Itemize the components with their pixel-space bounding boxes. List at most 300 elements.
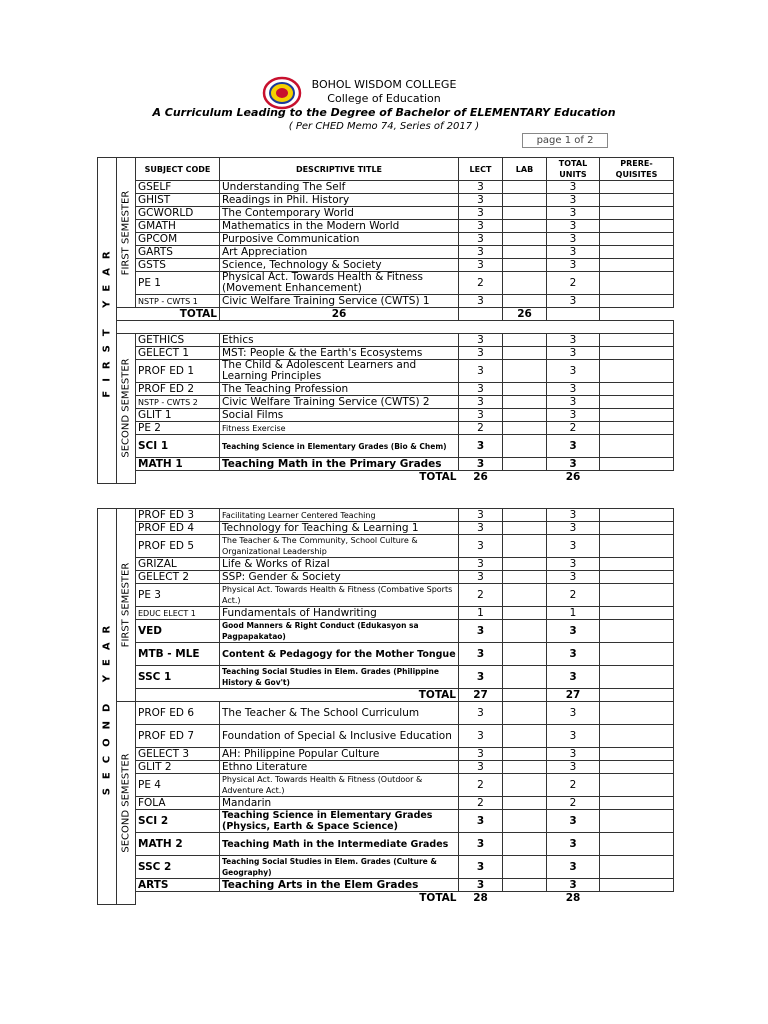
subject-title: The Teaching Profession [220,383,459,396]
year-label-cell [98,509,117,905]
subject-code: PROF ED 2 [136,383,220,396]
lect-units: 3 [459,643,503,666]
semester-total-row [98,689,674,702]
subject-title: The Teacher & The School Curriculum [220,702,459,725]
lect-units: 3 [459,748,503,761]
lect-units: 2 [459,422,503,435]
subject-title: Good Manners & Right Conduct (Edukasyon sa Pagpapakatao) [220,620,459,643]
lab-units [503,181,547,194]
subject-title: Fitness Exercise [220,422,459,435]
prerequisite [600,259,674,272]
subject-title: Mathematics in the Modern World [220,220,459,233]
subject-code: PROF ED 7 [136,725,220,748]
subject-code: GHIST [136,194,220,207]
total-units: 3 [547,571,600,584]
table-row [98,797,674,810]
total-units: 3 [547,879,600,892]
lect-units: 3 [459,558,503,571]
lab-units [503,259,547,272]
lab-units [503,620,547,643]
subject-title: Purposive Communication [220,233,459,246]
semester-total-row [98,308,674,321]
subject-code: ARTS [136,879,220,892]
subject-title: Civic Welfare Training Service (CWTS) 1 [220,295,459,308]
year-label: FIRST YEAR [101,242,113,398]
lect-units: 3 [459,725,503,748]
subject-title: Readings in Phil. History [220,194,459,207]
subject-title: Ethics [220,334,459,347]
blank-cell [136,892,220,905]
col-header-prereq [600,158,674,181]
table-row [98,774,674,797]
lab-units [503,748,547,761]
table-row [98,879,674,892]
lab-units [503,774,547,797]
table-row [98,833,674,856]
total-units: 3 [547,435,600,458]
lab-units [503,833,547,856]
lect-units: 1 [459,607,503,620]
total-units: 27 [547,689,600,702]
lect-units: 3 [459,259,503,272]
total-label: TOTAL [419,891,457,904]
table-row [98,409,674,422]
subject-code: PROF ED 1 [136,360,220,383]
prerequisite [600,856,674,879]
total-units: 2 [547,272,600,295]
subject-code: GLIT 1 [136,409,220,422]
subject-title: Teaching Math in the Intermediate Grades [220,833,459,856]
memo-reference: ( Per CHED Memo 74, Series of 2017 ) [288,121,480,132]
subject-title: AH: Philippine Popular Culture [220,748,459,761]
lect-units: 3 [459,666,503,689]
lab-units [503,383,547,396]
prerequisite [600,535,674,558]
prerequisite [600,797,674,810]
subject-code: PROF ED 3 [136,509,220,522]
col-header-prereq-line2: QUISITES [615,170,658,179]
prerequisite [600,435,674,458]
table-row [98,396,674,409]
total-units: 1 [547,607,600,620]
subject-title: The Teacher & The Community, School Culture & Organizational Leadership [220,535,459,558]
table-row [98,295,674,308]
col-header-lect: LECT [459,158,503,181]
lab-units [503,360,547,383]
subject-code: NSTP - CWTS 1 [136,295,220,308]
table-row [98,856,674,879]
subject-code: GELECT 2 [136,571,220,584]
lab-units [503,246,547,259]
subject-title: Teaching Social Studies in Elem. Grades (Culture & Geography) [220,856,459,879]
year-label: SECOND YEAR [101,616,113,796]
total-units: 3 [547,620,600,643]
prerequisite [600,347,674,360]
prerequisite [600,422,674,435]
total-units: 26 [565,470,581,483]
department-name: College of Education [327,92,441,105]
prerequisite [600,509,674,522]
lab-units [503,435,547,458]
total-units: 3 [547,810,600,833]
semester-label-cell [117,158,136,308]
total-lect: 26 [473,470,488,483]
table-row [98,272,674,295]
col-header-units [547,158,600,181]
lect-units: 3 [459,535,503,558]
lab-units [503,409,547,422]
prerequisite [600,295,674,308]
subject-code: FOLA [136,797,220,810]
prerequisite [600,584,674,607]
semester-label: FIRST SEMESTER [120,190,132,275]
prerequisite [600,666,674,689]
subject-title: Civic Welfare Training Service (CWTS) 2 [220,396,459,409]
prerequisite [600,620,674,643]
prerequisite [600,396,674,409]
col-header-units-line2: UNITS [559,170,587,179]
lect-units: 3 [459,458,503,471]
lect-units: 3 [459,383,503,396]
lect-units: 3 [459,233,503,246]
total-units: 3 [547,259,600,272]
prerequisite [600,643,674,666]
total-units: 3 [547,295,600,308]
spacer-cell [117,321,674,334]
lab-units [503,422,547,435]
total-units: 2 [547,584,600,607]
total-units: 3 [547,360,600,383]
prerequisite [600,334,674,347]
blank-cell [136,471,220,484]
total-lab [503,892,547,905]
lect-units: 2 [459,774,503,797]
lab-units [503,334,547,347]
table-row [98,810,674,833]
subject-title: The Child & Adolescent Learners and Learning Principles [220,360,459,383]
prerequisite [600,272,674,295]
table-row [98,761,674,774]
semester-label: SECOND SEMESTER [120,753,132,853]
lect-units: 3 [459,522,503,535]
lect-units: 2 [459,272,503,295]
subject-code: GSTS [136,259,220,272]
second-year-table [97,508,674,905]
table-row [98,522,674,535]
total-label: TOTAL [117,308,220,321]
lab-units [503,272,547,295]
total-units: 2 [547,422,600,435]
subject-code: MATH 1 [136,458,220,471]
prerequisite [600,360,674,383]
prerequisite [600,774,674,797]
lab-units [503,856,547,879]
prerequisite [600,181,674,194]
table-row [98,259,674,272]
subject-code: PROF ED 4 [136,522,220,535]
lect-units: 3 [459,856,503,879]
subject-code: GCWORLD [136,207,220,220]
total-lect: 27 [459,689,503,702]
total-units: 3 [547,246,600,259]
total-label: TOTAL [136,689,459,702]
subject-code: GMATH [136,220,220,233]
table-row [98,620,674,643]
lect-units: 3 [459,571,503,584]
total-units: 3 [547,347,600,360]
subject-code: GELECT 1 [136,347,220,360]
lect-units: 3 [459,347,503,360]
table-row [98,246,674,259]
subject-title: Teaching Social Studies in Elem. Grades (Philippine History & Gov't) [220,666,459,689]
prerequisite [600,702,674,725]
lab-units [503,810,547,833]
subject-code: GLIT 2 [136,761,220,774]
table-row [98,435,674,458]
prerequisite [600,233,674,246]
col-header-prereq-line1: PRERE- [620,159,653,168]
total-units: 3 [547,207,600,220]
subject-code: PE 2 [136,422,220,435]
subject-title: The Contemporary World [220,207,459,220]
lect-units: 3 [459,509,503,522]
prerequisite [600,383,674,396]
subject-code: MATH 2 [136,833,220,856]
total-label: TOTAL [419,470,457,483]
total-units: 3 [547,181,600,194]
lab-units [503,347,547,360]
lect-units: 2 [459,797,503,810]
lect-units: 3 [459,435,503,458]
subject-code: SSC 1 [136,666,220,689]
lab-units [503,194,547,207]
total-units: 3 [547,522,600,535]
table-row [98,607,674,620]
prerequisite [600,748,674,761]
subject-title: SSP: Gender & Society [220,571,459,584]
lect-units: 3 [459,295,503,308]
lab-units [503,295,547,308]
total-units: 26 [503,308,547,321]
table-row [98,584,674,607]
subject-title: Social Films [220,409,459,422]
total-lab [503,689,547,702]
prerequisite [600,833,674,856]
total-units: 28 [565,891,581,904]
lect-units: 3 [459,620,503,643]
prerequisite [600,409,674,422]
prerequisite [600,607,674,620]
semester-total-row [98,471,674,484]
subject-title: Ethno Literature [220,761,459,774]
total-lect: 28 [473,891,488,904]
lab-units [503,643,547,666]
subject-title: Foundation of Special & Inclusive Education [220,725,459,748]
total-units: 3 [547,220,600,233]
subject-code: SSC 2 [136,856,220,879]
table-row [98,233,674,246]
table-header-row [98,158,674,181]
table-row [98,702,674,725]
semester-label: FIRST SEMESTER [120,562,132,648]
lab-units [503,666,547,689]
table-row [98,422,674,435]
semester-label: SECOND SEMESTER [120,358,132,458]
lab-units [503,522,547,535]
prerequisite [600,246,674,259]
subject-title: Technology for Teaching & Learning 1 [220,522,459,535]
lab-units [503,702,547,725]
total-lab [459,308,503,321]
subject-code: VED [136,620,220,643]
subject-title: Physical Act. Towards Health & Fitness (Movement Enhancement) [220,272,459,295]
semester-total-row [98,892,674,905]
prerequisite [600,220,674,233]
lect-units: 3 [459,207,503,220]
prerequisite [600,810,674,833]
total-units: 3 [547,194,600,207]
subject-code: PE 3 [136,584,220,607]
subject-title: Teaching Math in the Primary Grades [220,458,459,471]
subject-title: Teaching Science in Elementary Grades (Physics, Earth & Space Science) [220,810,459,833]
table-row [98,181,674,194]
subject-title: Art Appreciation [220,246,459,259]
lect-units: 3 [459,879,503,892]
semester-label-cell [117,702,136,905]
total-prereq [600,689,674,702]
total-units: 2 [547,774,600,797]
total-units: 3 [547,748,600,761]
subject-code: PE 4 [136,774,220,797]
subject-code: PROF ED 5 [136,535,220,558]
col-header-lab: LAB [503,158,547,181]
subject-title: Science, Technology & Society [220,259,459,272]
prerequisite [600,522,674,535]
total-units: 3 [547,396,600,409]
table-row [98,360,674,383]
lect-units: 3 [459,220,503,233]
lect-units: 3 [459,181,503,194]
table-row [98,347,674,360]
table-row [98,383,674,396]
total-units: 3 [547,856,600,879]
subject-code: GELECT 3 [136,748,220,761]
subject-code: PE 1 [136,272,220,295]
total-prereq [600,892,674,905]
total-units: 3 [547,558,600,571]
total-units: 2 [547,797,600,810]
total-units: 3 [547,725,600,748]
prerequisite [600,761,674,774]
lab-units [503,607,547,620]
subject-title: Physical Act. Towards Health & Fitness (Outdoor & Adventure Act.) [220,774,459,797]
lect-units: 3 [459,396,503,409]
subject-title: Life & Works of Rizal [220,558,459,571]
college-name: BOHOL WISDOM COLLEGE [311,78,457,91]
subject-code: PROF ED 6 [136,702,220,725]
subject-code: GETHICS [136,334,220,347]
total-units: 3 [547,702,600,725]
total-units: 3 [547,535,600,558]
subject-title: MST: People & the Earth's Ecosystems [220,347,459,360]
total-units: 3 [547,458,600,471]
total-units: 3 [547,833,600,856]
prerequisite [600,458,674,471]
lab-units [503,584,547,607]
lect-units: 2 [459,584,503,607]
table-row [98,458,674,471]
col-header-units-line1: TOTAL [558,159,588,168]
subject-code: GPCOM [136,233,220,246]
lect-units: 3 [459,833,503,856]
total-units: 3 [547,666,600,689]
table-row [98,207,674,220]
col-header-title: DESCRIPTIVE TITLE [220,158,459,181]
total-units: 3 [547,761,600,774]
subject-title: Teaching Science in Elementary Grades (Bio & Chem) [220,435,459,458]
subject-code: GSELF [136,181,220,194]
subject-title: Mandarin [220,797,459,810]
table-row [98,509,674,522]
lab-units [503,558,547,571]
lab-units [503,396,547,409]
prerequisite [600,194,674,207]
lab-units [503,725,547,748]
table-row [98,571,674,584]
lab-units [503,571,547,584]
subject-title: Facilitating Learner Centered Teaching [220,509,459,522]
subject-title: Physical Act. Towards Health & Fitness (Combative Sports Act.) [220,584,459,607]
subject-title: Understanding The Self [220,181,459,194]
table-row [98,666,674,689]
total-units: 3 [547,233,600,246]
table-row [98,558,674,571]
table-row [98,220,674,233]
prerequisite [600,558,674,571]
col-header-code: SUBJECT CODE [136,158,220,181]
lect-units: 3 [459,360,503,383]
lab-units [503,879,547,892]
lab-units [503,458,547,471]
spacer-row [98,321,674,334]
total-units: 3 [547,383,600,396]
subject-code: SCI 2 [136,810,220,833]
total-prereq [600,471,674,484]
table-row [98,194,674,207]
total-units: 3 [547,334,600,347]
prerequisite [600,207,674,220]
table-row [98,748,674,761]
semester-label-cell [117,509,136,702]
lab-units [503,535,547,558]
lab-units [503,233,547,246]
lect-units: 3 [459,810,503,833]
table-row [98,643,674,666]
lect-units: 3 [459,194,503,207]
page-indicator: page 1 of 2 [522,133,608,148]
subject-code: SCI 1 [136,435,220,458]
prerequisite [600,571,674,584]
lab-units [503,797,547,810]
semester-label-cell [117,334,136,484]
subject-title: Fundamentals of Handwriting [220,607,459,620]
subject-code: GRIZAL [136,558,220,571]
lab-units [503,761,547,774]
subject-title: Content & Pedagogy for the Mother Tongue [220,643,459,666]
subject-code: EDUC ELECT 1 [136,607,220,620]
table-row [98,334,674,347]
prerequisite [600,725,674,748]
